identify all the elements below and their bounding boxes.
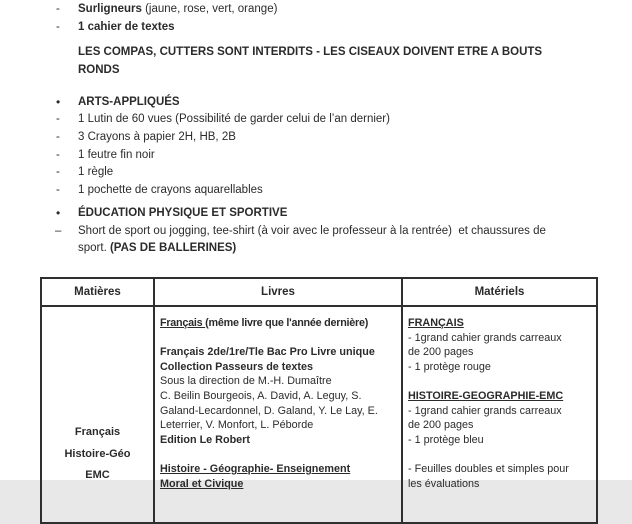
book-title: Histoire - Géographie- Enseignement — [160, 462, 351, 475]
material-item: - Feuilles doubles et simples pour — [408, 462, 569, 475]
bullet-icon: • — [56, 205, 61, 220]
section-title-text: ÉDUCATION PHYSIQUE ET SPORTIVE — [78, 206, 288, 219]
cell-materiels — [403, 307, 596, 522]
table-header-livres: Livres — [155, 279, 403, 305]
blank-line — [160, 447, 399, 462]
dash-bullet-icon: - — [56, 183, 60, 196]
dash-bullet-icon: – — [55, 224, 62, 237]
dash-bullet-icon: - — [56, 3, 60, 15]
book-note: (même livre que l'année dernière) — [205, 317, 369, 329]
section-eps-title — [0, 206, 632, 224]
section-title-text: ARTS-APPLIQUÉS — [78, 95, 180, 108]
dash-bullet-icon: - — [56, 131, 60, 144]
list-item-continuation — [0, 241, 632, 259]
item-text: Short de sport ou jogging, tee-shirt (à voir avec le professeur à la rentrée) et chaussures de — [78, 224, 546, 237]
material-item: - 1grand cahier grands carreaux — [408, 404, 562, 417]
item-text-bold: 1 cahier de textes — [78, 20, 175, 33]
material-item: de 200 pages — [408, 346, 474, 359]
list-item — [0, 183, 632, 201]
supplies-table — [40, 277, 598, 524]
material-item: les évaluations — [408, 477, 480, 490]
dash-bullet-icon: - — [56, 113, 60, 126]
warning-line — [0, 63, 632, 81]
table-header-materiels: Matériels — [474, 286, 525, 298]
blank-line — [160, 331, 399, 346]
materials-heading: FRANÇAIS — [408, 317, 464, 329]
book-authors: C. Beilin Bourgeois, A. David, A. Leguy, S. — [160, 389, 362, 402]
item-text: sport. — [78, 242, 110, 255]
subject-label: Français — [74, 426, 121, 438]
list-item — [0, 2, 632, 20]
table-header-matieres: Matières — [42, 279, 155, 305]
item-text: 1 feutre fin noir — [78, 148, 155, 161]
item-text-bold: Surligneurs — [78, 3, 142, 15]
list-item — [0, 20, 632, 38]
item-text: 3 Crayons à papier 2H, HB, 2B — [78, 131, 236, 144]
supplies-list — [0, 2, 632, 259]
dash-bullet-icon: - — [56, 148, 60, 161]
bullet-icon: • — [56, 94, 61, 109]
book-authors: Galand-Lecardonnel, D. Galand, Y. Le Lay, E. — [160, 404, 378, 417]
book-title: Français 2de/1re/Tle Bac Pro Livre unique — [160, 346, 375, 359]
dash-bullet-icon: - — [56, 166, 60, 179]
item-text: 1 règle — [78, 166, 114, 179]
materials-heading: HISTOIRE-GEOGRAPHIE-EMC — [408, 389, 564, 402]
list-item — [0, 130, 632, 148]
table-row — [42, 307, 596, 522]
book-collection: Collection Passeurs de textes — [160, 360, 314, 373]
list-item — [0, 112, 632, 130]
list-item — [0, 148, 632, 166]
material-item: - 1 protège bleu — [408, 433, 484, 446]
book-title: Français — [160, 317, 206, 329]
subject-label: Histoire-Géo — [64, 447, 131, 460]
book-authors: Sous la direction de M.-H. Dumaître — [160, 375, 332, 388]
item-text: 1 pochette de crayons aquarellables — [78, 183, 263, 196]
material-item: - 1grand cahier grands carreaux — [408, 331, 562, 344]
list-item — [0, 165, 632, 183]
material-item: de 200 pages — [408, 419, 474, 432]
blank-line — [408, 374, 594, 389]
warning-text: LES COMPAS, CUTTERS SONT INTERDITS - LES CISEAUX DOIVENT ETRE A BOUTS — [78, 46, 543, 59]
dash-bullet-icon: - — [56, 20, 60, 33]
book-publisher: Edition Le Robert — [160, 433, 250, 446]
book-authors: Leterrier, V. Monfort, L. Péborde — [160, 419, 314, 432]
cell-livres — [155, 307, 403, 522]
blank-line — [408, 447, 594, 462]
material-item: - 1 protège rouge — [408, 360, 491, 373]
section-arts-title — [0, 95, 632, 113]
item-text: 1 Lutin de 60 vues (Possibilité de garder celui de l’an dernier) — [78, 113, 390, 126]
warning-line — [0, 45, 632, 63]
item-text: (jaune, rose, vert, orange) — [141, 3, 278, 15]
list-item — [0, 224, 632, 242]
book-title: Moral et Civique — [160, 477, 244, 490]
item-text-bold: (PAS DE BALLERINES) — [109, 242, 237, 255]
subject-label: EMC — [85, 469, 110, 481]
table-header-row — [42, 279, 596, 307]
cell-matieres — [42, 307, 155, 522]
warning-text: RONDS — [78, 63, 120, 76]
